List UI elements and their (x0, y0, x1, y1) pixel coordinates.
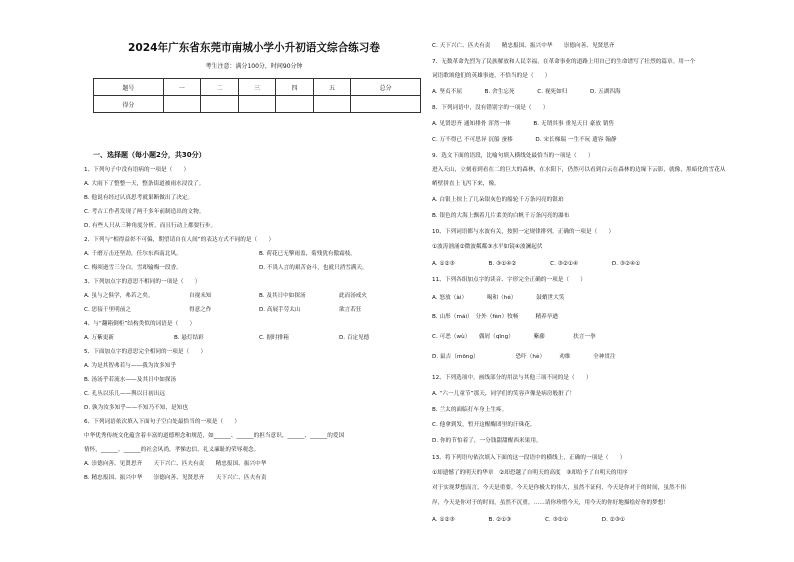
question-line: B. 他说有经过认真思考就果断做出了决定。 (84, 195, 194, 201)
question-line: C. 思接千里明前之 (84, 307, 132, 313)
score-input-cell[interactable] (313, 96, 351, 113)
score-cell: 总分 (351, 79, 421, 96)
question-line: 6、下列词语依次填入下面句子空白处最恰当的一项是（ ） (84, 419, 240, 425)
question-line: 9、选文下面的语段，比喻句填入横线处最恰当的一项是（ ） (432, 153, 594, 159)
question-line: B. 银色的大海上飘着几片柔美的白帆千万条闪亮的瀑布 (432, 213, 570, 219)
section-heading: 一、选择题（每小题2分，共30分） (93, 151, 206, 159)
score-table (93, 78, 421, 113)
option-a-extra: 自视未知 (189, 293, 212, 299)
question-line: 峭壁拼直上飞泻下来，像。 (432, 181, 500, 187)
score-input-cell[interactable] (201, 96, 239, 113)
option-c-extra: 得意之作 (189, 307, 212, 313)
question-line: A. 崇德向善、见贤思齐 天下兴亡、匹夫有责 精忠报国、振兴中华 (84, 461, 267, 467)
question-line: D. 你的节怕着了，一分钱甜甜醒西米果用。 (432, 438, 542, 444)
question-line: A. 怒放（ài） 喝和（hé） 鼓蛸世大笑 (432, 295, 565, 301)
option-b: B. 荷花已无擎雨盖，菊残犹有傲霜枝。 (259, 251, 356, 257)
question-line: 情怀，______、______的社会风尚，孝悌忠信、礼义廉耻的荣辱观念。 (84, 447, 260, 453)
question-line: 对于实现梦想而言，今天是重要。今天是你极大的伟大，虽然不证何，今天是你对于的时间，虽然不伟 (432, 485, 686, 491)
question-line: C. 可恶（wù） 偶屑（qīng） 紫藤 扶言一拳 (432, 334, 596, 340)
question-line: 8、下列词语中，没有错别字的一项是（ ） (432, 105, 549, 111)
question-line: A. ①②③ B. ③①④② C. ③②①④ D. ③②④① (432, 261, 641, 267)
question-line: A. ①②③ B. ②①③ C. ③②① D. ②③① (432, 517, 625, 523)
question-line: B. 山彤（mái） 分外（fèn）牧畅 精养旱遒 (432, 314, 559, 320)
question-line: B. 精忠报国、振兴中华 崇德向善、见贤思齐 天下兴亡、匹夫有责 (84, 475, 267, 481)
score-cell: 一 (163, 79, 201, 96)
question-line: C. 他拿到发，暂开这醒酶团里的汗珠花。 (432, 422, 536, 428)
option-d: D. 不畏人言的艰苦奋斗，也就只消雪满天。 (259, 265, 368, 271)
question-line: 词语歌颂他们的英雄事迹，不恰当的是（ ） (432, 73, 551, 79)
question-line: 3、下列加点字的意思不相同的一项是（ ） (84, 279, 201, 285)
question-line: ①却遗憾了的明天的华章 ②却恐越了自明天的高度 ③却给予了自明天的用序 (432, 470, 628, 476)
question-line: D. 鼠吉（mōng） 恐吓（hè） 劝维 全神贯注 (432, 354, 616, 360)
question-line: C. 天下兴亡、匹夫有责 精忠报国、振兴中华 崇德向善、见贤思齐 (432, 43, 615, 49)
question-line: D. 孰为汝多知乎——不知乃不知，是知也 (84, 405, 188, 411)
question-line: C. 孔丛以乐儿——舆以日初出远 (84, 391, 165, 397)
question-line: C. 考古工作者发现了两千多年前制造出的文物。 (84, 209, 205, 215)
question-line: 岸，今天是你对于的时间，虽然不沉重，……请你珍惜今天，用今天的你好地描绘好你的梦想！ (432, 500, 670, 506)
question-line: ①波涛汹涌②微波粼粼③水平如镜④波澜起伏 (432, 244, 543, 250)
question-line: A. 坚贞不屈 B. 舍生忘死 C. 视死如归 D. 五湖四海 (432, 89, 621, 95)
option-c: C. 据时排箱 (259, 335, 289, 341)
score-cell: 四 (276, 79, 314, 96)
question-line: 5、下面加点字的意思完全相同的一项是（ ） (84, 349, 207, 355)
option-d: D. 高展手劳太山 (259, 307, 301, 313)
score-table-header-row (94, 79, 421, 96)
question-line: 中华优秀传统文化蕴含着丰富的道德理念和规范，如______、______的担当意识，______、______的爱国 (84, 433, 345, 439)
score-cell: 三 (238, 79, 276, 96)
score-cell: 题号 (94, 79, 164, 96)
question-line: A. 大雨下了整整一天，整条街道被雨水浸没了。 (84, 181, 205, 187)
score-input-cell[interactable] (276, 96, 314, 113)
question-line: D. 有些人只从三种角度分析，而且行动上都要行步。 (84, 223, 217, 229)
question-line: 13、将下列语句依次填入下面的这一段语中的横线上，正确的一项是（ ） (432, 455, 626, 461)
score-cell: 二 (201, 79, 239, 96)
exam-title: 2024年广东省东莞市南城小学小升初语文综合练习卷 (128, 42, 380, 54)
question-line: 进入天山，立刻看到看在二的巨大的森林，在水阳下，仍然可以看到白云在森林的边缘下云影，就像，黑暗化的雪花从 (432, 167, 726, 173)
question-line: 11、下列各组加点字的读音、字形完全正确的一项是（ ） (432, 277, 586, 283)
score-input-cell[interactable] (351, 96, 421, 113)
score-input-cell[interactable] (163, 96, 201, 113)
question-line: 7、无数革命先烈为了民族解放和人民幸福，在革命事业的道路上用自己的生命谱写了壮烈的篇章。用一个 (432, 59, 696, 65)
exam-notice: 考生注意：满分100分，时间90分钟 (205, 63, 303, 70)
question-line: A. 虽与之俱学，弗若之矣。 (84, 293, 154, 299)
score-input-cell[interactable] (238, 96, 276, 113)
option-d-extra: 欲言若狂 (339, 307, 362, 313)
score-cell: 得分 (94, 96, 164, 113)
question-line: A. 万紫更新 (84, 335, 115, 341)
option-b-extra: 此而汤戒火 (339, 293, 367, 299)
option-d: D. 百定见德 (339, 335, 370, 341)
question-line: 12、下列选项中，画线部分的用法与其他三项不同的是（ ） (432, 375, 592, 381)
score-cell: 五 (313, 79, 351, 96)
question-line: B. 兰太的面临打车身上生疼。 (432, 407, 508, 413)
right-column (432, 0, 726, 562)
question-line: A. 千磨万击还坚劲，任尔东西南北风。 (84, 251, 182, 257)
left-column (84, 0, 424, 562)
option-b: B. 及其日中如探汤 (259, 293, 306, 299)
question-line: 10、下列词语都与水波有关，按照一定规律排列，正确的一项是（ ） (432, 229, 615, 235)
question-line: 2、下列与“相得益彰不可偏，期望请自在人间”的表达方式不同的是（ ） (84, 237, 275, 243)
question-line: C. 万不得已 不可思异 沉船 蚕移 D. 宋长梯瑞 一生不玩 遗容 翰静 (432, 137, 617, 143)
question-line: 1、下列句子中没有语病的一项是（ ） (84, 167, 190, 173)
question-line: A. 白银上掠上了几朵银灰色的船轮千万条闪亮的银珀 (432, 197, 564, 203)
question-line: C. 梅须逊雪三分白，雪却输梅一段香。 (84, 265, 182, 271)
score-table-score-row (94, 96, 421, 113)
question-line: A. 为是其智弗若与——我为汝多知乎 (84, 363, 177, 369)
question-line: A. “六一儿童节”那天，同学们的笑容声像是病房般脏了！ (432, 391, 576, 397)
question-line: B. 汤汤乎若流水——及其日中如探汤 (84, 377, 177, 383)
option-b: B. 悬灯结彩 (174, 335, 204, 341)
question-line: 4、与“翻箱倒柜”结构类似的词语是（ ） (84, 321, 196, 327)
question-line: A. 见贤思齐 通知排骨 浑然一体 B. 无谓其事 重见天日 豪放 销售 (432, 121, 615, 127)
